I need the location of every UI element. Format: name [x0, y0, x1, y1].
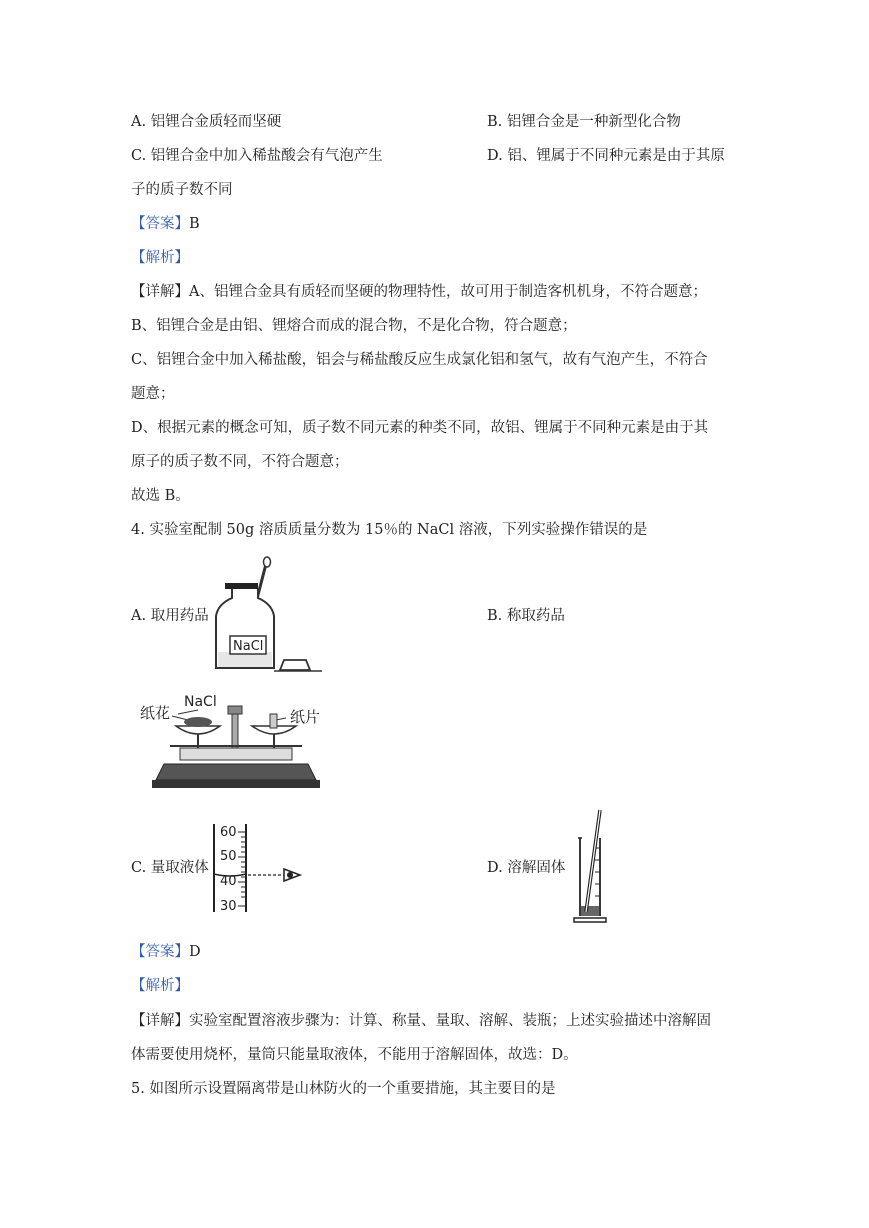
q3-detail-line: 题意；: [131, 386, 175, 402]
q3-option-a: A. 铝锂合金质轻而坚硬: [131, 114, 282, 130]
tick-label: 40: [220, 874, 237, 889]
q3-option-d-continuation: 子的质子数不同: [131, 182, 233, 198]
tick-label: 60: [220, 825, 237, 840]
balance-figure: [140, 692, 335, 792]
answer-value: B: [189, 216, 200, 232]
q3-detail-line: 故选 B。: [131, 488, 190, 504]
q4-detail-line: [131, 1011, 711, 1031]
balance-salt-label: NaCl: [184, 694, 217, 710]
tick-label: 50: [220, 849, 237, 864]
graduated-cylinder-figure: [208, 822, 308, 914]
q4-option-b: B. 称取药品: [487, 608, 565, 624]
q3-analysis-tag: 【解析】: [131, 250, 189, 266]
q3-option-b: B. 铝锂合金是一种新型化合物: [487, 114, 681, 130]
q3-detail-line: C、铝锂合金中加入稀盐酸，铝会与稀盐酸反应生成氯化铝和氢气，故有气泡产生，不符合: [131, 352, 708, 368]
q3-detail-line: B、铝锂合金是由铝、锂熔合而成的混合物，不是化合物，符合题意；: [131, 318, 577, 334]
q4-analysis-tag: 【解析】: [131, 978, 189, 994]
detail-tag: 【详解】: [131, 284, 189, 300]
q4-option-a: A. 取用药品: [131, 608, 209, 624]
detail-tag: 【详解】: [131, 1013, 189, 1029]
detail-text: 实验室配置溶液步骤为：计算、称量、量取、溶解、装瓶；上述实验描述中溶解固: [189, 1013, 711, 1029]
q3-detail-line: D、根据元素的概念可知，质子数不同元素的种类不同，故铝、锂属于不同种元素是由于其: [131, 420, 709, 436]
answer-tag: 【答案】: [131, 216, 189, 232]
detail-text: A、铝锂合金具有质轻而坚硬的物理特性，故可用于制造客机机身，不符合题意；: [189, 284, 707, 300]
q4-option-d: D. 溶解固体: [487, 860, 566, 876]
dissolve-cylinder-figure: [570, 808, 620, 926]
q4-answer: [131, 942, 201, 962]
q3-option-d: D. 铝、锂属于不同种元素是由于其原: [487, 148, 725, 164]
q3-detail-line: [131, 282, 707, 302]
tick-label: 30: [220, 899, 237, 914]
balance-left-note: 纸花: [140, 704, 171, 722]
balance-right-note: 纸片: [290, 708, 321, 726]
q3-answer: [131, 214, 200, 234]
q4-stem: 4. 实验室配制 50g 溶质质量分数为 15％的 NaCl 溶液，下列实验操作错误的是: [131, 522, 648, 538]
q4-detail-line: 体需要使用烧杯，量筒只能量取液体，不能用于溶解固体，故选：D。: [131, 1047, 578, 1063]
q3-detail-line: 原子的质子数不同，不符合题意；: [131, 454, 349, 470]
q4-option-c: C. 量取液体: [131, 860, 209, 876]
jar-label: NaCl: [233, 639, 264, 654]
answer-tag: 【答案】: [131, 944, 189, 960]
answer-value: D: [189, 944, 201, 960]
q5-stem: 5. 如图所示设置隔离带是山林防火的一个重要措施，其主要目的是: [131, 1081, 556, 1097]
q3-option-c: C. 铝锂合金中加入稀盐酸会有气泡产生: [131, 148, 383, 164]
reagent-jar-figure: [210, 556, 330, 680]
